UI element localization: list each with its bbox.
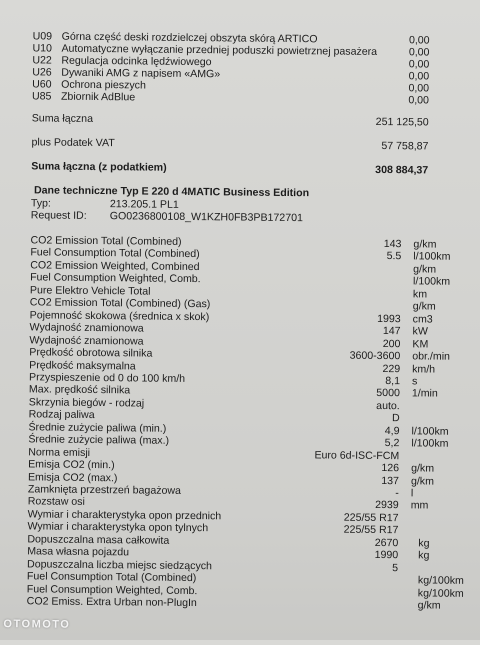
option-code: U10: [32, 42, 52, 55]
spec-unit: kW: [412, 325, 428, 338]
request-value: GO0236800108_W1KZH0FB3PB172701: [109, 210, 303, 225]
spec-unit: cm3: [412, 313, 433, 326]
spec-unit: g/km: [410, 474, 435, 488]
spec-value: auto.: [376, 399, 400, 413]
spec-label: Fuel Consumption Weighted, Comb.: [30, 271, 201, 286]
option-desc: Ochrona pieszych: [61, 78, 146, 92]
spec-unit: g/km: [413, 238, 437, 251]
spec-label: Prędkość obrotowa silnika: [29, 346, 153, 360]
spec-label: Pure Elektro Vehicle Total: [29, 284, 151, 298]
spec-label: Pojemność skokowa (średnica x skok): [29, 309, 210, 323]
option-desc: Regulacja odcinka lędźwiowego: [61, 54, 212, 69]
spec-label: Fuel Consumption Weighted, Comb.: [26, 582, 198, 597]
spec-value: 4,9: [384, 424, 400, 437]
spec-label: Wydajność znamionowa: [29, 333, 144, 348]
option-price: 0,00: [408, 34, 430, 47]
spec-label: Prędkość maksymalna: [29, 358, 136, 372]
spec-value: 5: [392, 561, 399, 574]
spec-value: 5.5: [386, 250, 402, 263]
spec-label: Średnie zużycie paliwa (min.): [28, 421, 167, 435]
spec-value: 3600-3600: [349, 349, 401, 363]
spec-label: Wydajność znamionowa: [29, 321, 144, 335]
spec-label: Skrzynia biegów - rodzaj: [28, 396, 145, 410]
spec-value: 225/55 R17: [343, 523, 399, 537]
spec-value: 2670: [374, 536, 399, 549]
spec-label: CO2 Emission Weighted, Combined: [30, 259, 200, 273]
spec-value: 126: [381, 462, 400, 475]
watermark-logo: OTOMOTO: [3, 618, 71, 631]
spec-value: 143: [383, 238, 402, 251]
option-price: 0,00: [408, 82, 430, 95]
spec-unit: l: [410, 487, 414, 500]
spec-unit: g/km: [413, 263, 437, 276]
spec-value: 1993: [377, 312, 401, 325]
option-price: 0,00: [408, 58, 430, 71]
spec-value: 5000: [376, 387, 400, 400]
spec-unit: g/km: [417, 599, 441, 612]
spec-unit: KM: [412, 337, 429, 351]
option-desc: Zbiornik AdBlue: [60, 90, 136, 104]
option-desc: Górna część deski rozdzielczej obszyta skórą ARTICO: [61, 30, 318, 46]
spec-value: 8,1: [385, 374, 401, 388]
spec-unit: l/100km: [411, 425, 449, 438]
spec-label: CO2 Emission Total (Combined): [30, 234, 182, 248]
spec-label: Dopuszczalna liczba miejsc siedzących: [27, 558, 213, 572]
sum-label: Suma łączna: [31, 112, 94, 125]
option-code: U26: [32, 66, 52, 79]
spec-value: 200: [382, 337, 401, 350]
option-desc: Automatyczne wyłączanie przedniej poduszki powietrznej pasażera: [61, 42, 378, 58]
spec-unit: km: [412, 288, 428, 301]
gross-label: Suma łączna (z podatkiem): [31, 160, 167, 174]
sum-value: 251 125,50: [375, 115, 429, 129]
spec-unit: kg: [418, 537, 430, 550]
spec-value: 229: [382, 362, 401, 375]
spec-label: Wymiar i charakterystyka opon przednich: [27, 508, 222, 523]
option-price: 0,00: [408, 70, 430, 83]
vat-label: plus Podatek VAT: [31, 136, 115, 150]
gross-value: 308 884,37: [375, 163, 429, 177]
spec-unit: obr./min: [412, 350, 451, 363]
spec-label: CO2 Emission Total (Combined) (Gas): [29, 296, 211, 311]
option-desc: Dywaniki AMG z napisem «AMG»: [61, 66, 221, 81]
spec-label: Wymiar i charakterystyka opon tylnych: [27, 520, 209, 535]
spec-unit: 1/min: [411, 387, 438, 400]
spec-value: Euro 6d-ISC-FCM: [314, 448, 400, 462]
spec-value: 225/55 R17: [343, 511, 399, 525]
spec-label: Emisja CO2 (max.): [27, 470, 118, 484]
spec-unit: l/100km: [411, 437, 449, 450]
spec-label: Przyspieszenie od 0 do 100 km/h: [28, 371, 186, 385]
option-code: U09: [32, 30, 53, 43]
spec-unit: kg: [418, 549, 430, 562]
spec-unit: l/100km: [413, 250, 451, 264]
spec-value: 2939: [375, 499, 399, 512]
spec-value: 137: [381, 474, 400, 487]
spec-label: Masa własna pojazdu: [27, 545, 130, 559]
option-code: U22: [32, 54, 52, 67]
spec-label: Fuel Consumption Total (Combined): [26, 570, 197, 585]
vat-value: 57 758,87: [381, 140, 429, 153]
spec-label: Norma emisji: [28, 445, 91, 459]
spec-label: Średnie zużycie paliwa (max.): [28, 433, 170, 447]
spec-unit: kg/100km: [417, 587, 464, 600]
option-price: 0,00: [408, 46, 430, 59]
spec-unit: kg/100km: [417, 574, 464, 588]
spec-value: -: [395, 487, 399, 500]
spec-label: Dopuszczalna masa całkowita: [27, 533, 170, 547]
spec-unit: l/100km: [413, 275, 451, 289]
request-label: Request ID:: [30, 209, 87, 222]
spec-value: D: [391, 412, 400, 425]
tech-heading: Dane techniczne Typ E 220 d 4MATIC Business Edition: [33, 184, 310, 200]
spec-unit: g/km: [412, 300, 436, 313]
spec-label: Max. prędkość silnika: [28, 383, 131, 397]
spec-value: 1990: [374, 549, 399, 562]
spec-unit: km/h: [412, 362, 436, 376]
spec-label: Fuel Consumption Total (Combined): [30, 246, 200, 261]
spec-value: 147: [382, 325, 401, 338]
option-code: U85: [31, 90, 52, 103]
spec-label: Emisja CO2 (min.): [28, 458, 115, 472]
option-code: U60: [32, 78, 52, 91]
spec-label: Zamknięta przestrzeń bagażowa: [27, 483, 182, 497]
spec-unit: g/km: [411, 462, 435, 475]
spec-value: 5,2: [384, 437, 400, 450]
spec-label: Rozstaw osi: [27, 495, 85, 509]
spec-unit: mm: [410, 499, 429, 512]
type-label: Typ:: [30, 197, 51, 210]
spec-label: CO2 Emiss. Extra Urban non-PlugIn: [26, 595, 197, 610]
spec-label: Rodzaj paliwa: [28, 408, 95, 422]
spec-unit: s: [411, 375, 418, 388]
option-price: 0,00: [408, 94, 430, 107]
type-value: 213.205.1 PL1: [109, 198, 179, 211]
